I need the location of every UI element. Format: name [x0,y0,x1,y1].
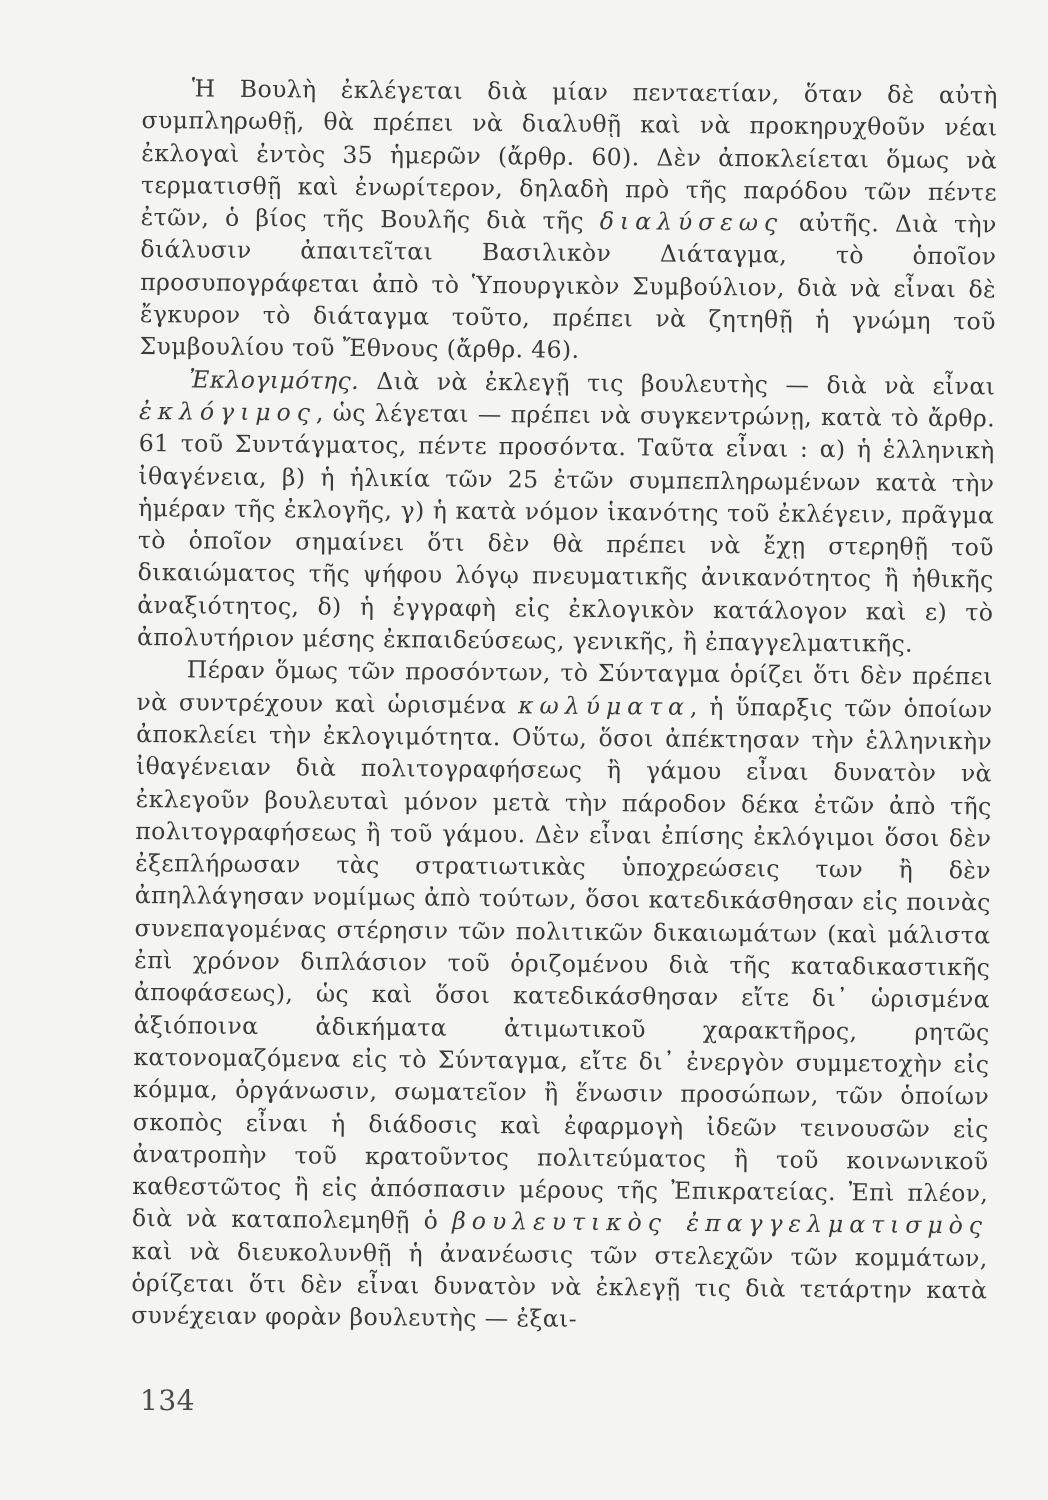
paragraph-text: , ὡς λέγεται — πρέπει νὰ συγκεντρώνῃ, κατὰ τὸ ἄρθρ. 61 τοῦ Συντάγματος, πέντε προσόντα. Ταῦτα εἶναι : α) ἡ ἑλληνικὴ ἰθαγένεια, β) ἡ ἡλικία τῶν 25 ἐτῶν συμπεπληρωμένων κατὰ τὴν ἡμέραν τῆς ἐκλογῆς, γ) ἡ κατὰ νόμον ἱκανότης τοῦ ἐκλέγειν, πρᾶγμα τὸ ὁποῖον σημαίνει ὅτι δὲν θὰ πρέπει νὰ ἔχῃ στερηθῇ τοῦ δικαιώματος τῆς ψήφου λόγῳ πνευματικῆς ἀνικανότητος ἢ ἠθικῆς ἀναξιότητος, δ) ἡ ἐγγραφὴ εἰς ἐκλογικὸν κατάλογον καὶ ε) τὸ ἀπολυτήριον μέσης ἐκπαιδεύσεως, γενικῆς, ἢ ἐπαγγελματικῆς. [136,398,996,658]
emphasized-term: κωλύματα [518,690,691,721]
paragraph-text: αὐτῆς. Διὰ τὴν διάλυσιν ἀπαιτεῖται Βασιλικὸν Διάταγμα, τὸ ὁποῖον προσυπογράφεται ἀπὸ τὸ Ὑπουργικὸν Συμβούλιον, διὰ νὰ εἶναι δὲ ἔγκυρον τὸ διάταγμα τοῦτο, πρέπει νὰ ζητηθῇ ἡ γνώμη τοῦ Συμβουλίου τοῦ Ἔθνους (ἄρθρ. 46). [139,208,997,365]
paragraph-dissolution [139,72,998,370]
paragraph-eligibility [137,363,996,661]
paragraph-text: Ἡ Βουλὴ ἐκλέγεται διὰ μίαν πενταετίαν, ὅταν δὲ αὐτὴ συμπληρωθῇ, θὰ πρέπει νὰ διαλυθῇ καὶ νὰ προκηρυχθοῦν νέαι ἐκλογαὶ ἐντὸς 35 ἡμερῶν (ἄρθρ. 60). Δὲν ἀποκλείεται ὅμως νὰ τερματισθῇ καὶ ἐνωρίτερον, δηλαδὴ πρὸ τῆς παρόδου τῶν πέντε ἐτῶν, ὁ βίος τῆς Βουλῆς διὰ τῆς [140,74,998,236]
paragraph-text: καὶ νὰ διευκολυνθῇ ἡ ἀνανέωσις τῶν στελεχῶν τῶν κομμάτων, ὁρίζεται ὅτι δὲν εἶναι δυνατὸν νὰ ἐκλεγῇ τις διὰ τετάρτην κατὰ συνέχειαν φορὰν βουλευτὴς — ἐξαι- [131,1236,988,1334]
body-text [131,72,998,1339]
paragraph-impediments [131,653,993,1339]
paragraph-text: , ἡ ὕπαρξις τῶν ὁποίων ἀποκλείει τὴν ἐκλογιμότητα. Οὕτω, ὅσοι ἀπέκτησαν τὴν ἑλληνικὴν ἰθαγένειαν διὰ πολιτογραφήσεως ἢ γάμου εἶναι δυνατὸν νὰ ἐκλεγοῦν βουλευταὶ μόνον μετὰ τὴν πάροδον δέκα ἐτῶν ἀπὸ τῆς πολιτογραφήσεως ἢ τοῦ γάμου. Δὲν εἶναι ἐπίσης ἐκλόγιμοι ὅσοι δὲν ἐξεπλήρωσαν τὰς στρατιωτικὰς ὑποχρεώσεις των ἢ δὲν ἀπηλλάγησαν νομίμως ἀπὸ τούτων, ὅσοι κατεδικάσθησαν εἰς ποινὰς συνεπαγομένας στέρησιν τῶν πολιτικῶν δικαιωμάτων (καὶ μάλιστα ἐπὶ χρόνον διπλάσιον τοῦ ὁριζομένου διὰ τῆς καταδικαστικῆς ἀποφάσεως), ὡς καὶ ὅσοι κατεδικάσθησαν εἴτε δι᾽ ὡρισμένα ἀξιόποινα ἀδικήματα ἀτιμωτικοῦ χαρακτῆρος, ρητῶς κατονομαζόμενα εἰς τὸ Σύνταγμα, εἴτε δι᾽ ἐνεργὸν συμμετοχὴν εἰς κόμμα, ὀργάνωσιν, σωματεῖον ἢ ἕνωσιν προσώπων, τῶν ὁποίων σκοπὸς εἶναι ἡ διάδοσις καὶ ἐφαρμογὴ ἰδεῶν τεινουσῶν εἰς ἀνατροπὴν τοῦ κρατοῦντος πολιτεύματος ἢ τοῦ κοινωνικοῦ καθεστῶτος ἢ εἰς ἀπόσπασιν μέρους τῆς Ἐπικρατείας. Ἐπὶ πλέον, διὰ νὰ καταπολεμηθῇ ὁ [131,692,993,1236]
emphasized-term: ἐκλόγιμος [138,396,317,427]
paragraph-text: Διὰ νὰ ἐκλεγῇ τις βουλευτὴς — διὰ νὰ εἶναι [358,366,996,401]
emphasized-term: βουλευτικὸς ἐπαγγελματισμὸς [452,1207,989,1240]
paragraph-text: Πέραν ὅμως τῶν προσόντων, τὸ Σύνταγμα ὁρίζει ὅτι δὲν πρέπει νὰ συντρέχουν καὶ ὡρισμένα [136,655,993,719]
paper-speck [1024,1106,1029,1111]
page-number: 134 [140,1384,195,1417]
section-heading: Ἐκλογιμότης. [189,365,360,395]
emphasized-term: διαλύσεως [599,207,784,237]
